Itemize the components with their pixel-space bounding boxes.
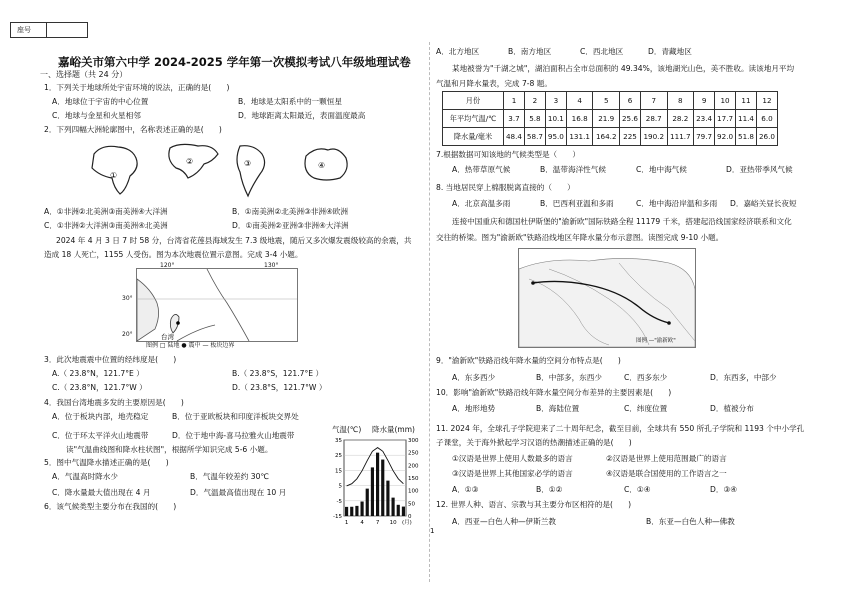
q8-option-d: D．嘉峪关昼长夜短 <box>730 199 797 208</box>
rain-bar <box>345 507 348 516</box>
q12-option-b: B．东亚—白色人种—佛教 <box>646 517 735 526</box>
month-tick-label: 10 <box>389 520 397 526</box>
exam-title: 嘉峪关市第六中学 2024-2025 学年第一次模拟考试八年级地理试卷 <box>58 55 411 69</box>
climate-data-table <box>442 91 778 146</box>
q6-option-a: A．北方地区 <box>436 47 480 56</box>
q8-option-b: B．巴西利亚温和多雨 <box>540 199 614 208</box>
q10-option-a: A．地形地势 <box>452 404 496 413</box>
q6-option-b: B．南方地区 <box>508 47 552 56</box>
rain-bar <box>386 481 389 516</box>
q5-option-c: C．降水量最大值出现在 4 月 <box>52 488 151 497</box>
table-cell: 6 <box>620 92 641 110</box>
q11-option-c: C．①④ <box>624 485 651 494</box>
table-cell: 58.7 <box>524 128 545 146</box>
temperature-curve <box>347 448 404 486</box>
month-tick-label: 1 <box>344 520 349 526</box>
rain-bar <box>381 460 384 516</box>
rain-bar <box>402 507 405 516</box>
table-cell: 4 <box>566 92 593 110</box>
question-12: 12. 世界人种、语言、宗教与其主要分布区相符的是( ) <box>436 500 632 509</box>
taiwan-earthquake-map <box>136 268 298 342</box>
table-cell: 28.7 <box>640 110 667 128</box>
table-cell: 164.2 <box>593 128 620 146</box>
table-cell: 6.0 <box>756 110 777 128</box>
table-cell: 48.4 <box>504 128 525 146</box>
continent-outline-4 <box>305 149 347 180</box>
rain-bar <box>371 467 374 516</box>
temp-tick-label: 35 <box>335 438 342 444</box>
table-cell: 17.7 <box>715 110 736 128</box>
q3-option-a: A.（ 23.8°N，121.7°E ） <box>52 369 144 378</box>
duisburg-dot <box>531 281 535 285</box>
table-cell: 51.8 <box>736 128 757 146</box>
rain-bar <box>376 453 379 516</box>
climate-chart <box>326 436 428 528</box>
q9-option-b: B．中部多，东西少 <box>536 373 602 382</box>
question-11-line-2: 子课堂，关于海外掀起学习汉语的热潮描述正确的是( ) <box>436 438 632 447</box>
landmass <box>519 258 695 347</box>
table-cell: 131.1 <box>566 128 593 146</box>
table-cell: 3 <box>545 92 566 110</box>
q1-option-a: A．地球位于宇宙的中心位置 <box>52 97 149 106</box>
temp-tick-label: 5 <box>338 483 342 490</box>
rain-tick-label: 100 <box>408 488 419 495</box>
outline-label-1: ① <box>110 171 118 180</box>
q5-option-a: A．气温高时降水少 <box>52 472 118 481</box>
q7-option-b: B．温带海洋性气候 <box>540 165 606 174</box>
seat-box-divider <box>46 22 47 38</box>
passage-quake-2: 造成 18 人死亡，1155 人受伤。图为本次地震位置示意图。完成 3-4 小题。 <box>44 250 303 259</box>
table-cell: 9 <box>694 92 715 110</box>
table-cell: 12 <box>756 92 777 110</box>
railway-map-legend: 图例 —"渝新欧" <box>636 338 676 344</box>
question-9: 9．"渝新欧"铁路沿线年降水量的空间分布特点是( ) <box>436 356 621 365</box>
question-8: 8. 当地居民穿上棉服脱离直接的（ ） <box>436 183 575 192</box>
rain-tick-label: 300 <box>408 438 419 444</box>
map-lon-label-2: 130° <box>264 262 279 269</box>
table-cell: 28.2 <box>667 110 694 128</box>
table-cell: 3.7 <box>504 110 525 128</box>
table-cell: 10.1 <box>545 110 566 128</box>
question-4: 4．我国台湾地震多发的主要原因是( ) <box>44 398 184 407</box>
q5-6-intro: 读"气温曲线图和降水柱状图"，根据所学知识完成 5-6 小题。 <box>66 445 273 454</box>
q8-option-a: A．北京高温多雨 <box>452 199 511 208</box>
q9-option-c: C．西多东少 <box>624 373 668 382</box>
table-cell: 10 <box>715 92 736 110</box>
table-cell: 7 <box>640 92 667 110</box>
q9-option-a: A．东多西少 <box>452 373 496 382</box>
month-tick-label: 4 <box>360 520 364 526</box>
q6-option-d: D．青藏地区 <box>648 47 692 56</box>
rain-tick-label: 200 <box>408 463 419 470</box>
q11-option-b: B．①② <box>536 485 563 494</box>
q7-option-c: C．地中海气候 <box>636 165 687 174</box>
question-6: 6．该气候类型主要分布在我国的( ) <box>44 502 177 511</box>
temp-tick-label: 25 <box>335 453 342 460</box>
plot-frame <box>344 440 406 516</box>
temp-tick-label: -5 <box>336 498 342 505</box>
climate-temp-axis-title: 气温(℃) <box>332 425 362 434</box>
q11-option-d: D．③④ <box>710 485 738 494</box>
table-cell: 8 <box>667 92 694 110</box>
continent-outline-2 <box>169 144 218 178</box>
passage-lake-2: 气温和月降水量表，完成 7-8 题。 <box>436 79 552 88</box>
table-cell: 11 <box>736 92 757 110</box>
table-cell: 92.0 <box>715 128 736 146</box>
island-label: 台湾 <box>161 333 174 341</box>
rain-tick-label: 250 <box>408 450 419 457</box>
q11-item-3: ③汉语是世界上其他国家必学的语言 <box>452 469 573 478</box>
q10-option-b: B．海陆位置 <box>536 404 580 413</box>
q9-option-d: D．东西多，中部少 <box>710 373 777 382</box>
q3-option-b: B.（ 23.8°S，121.7°E ） <box>232 369 324 378</box>
question-5: 5．图中气温降水描述正确的是( ) <box>44 458 169 467</box>
table-cell: 111.7 <box>667 128 694 146</box>
q1-option-d: D．地球距离太阳最近，表面温度最高 <box>238 111 366 120</box>
q7-option-d: D．亚热带季风气候 <box>726 165 793 174</box>
question-1: 1．下列关于地球所处宇宙环境的说法，正确的是( ) <box>44 83 230 92</box>
passage-railway-1: 连接中国重庆和德国杜伊斯堡的"渝新欧"国际铁路全程 11179 千米，搭建起沿线国家经济联系和文化 <box>452 217 792 226</box>
continent-outline-3 <box>237 146 265 196</box>
map-legend: 图例 □ 陆地 ● 震中 — 板块边界 <box>146 342 235 349</box>
q2-option-c: C．①非洲②大洋洲③南美洲④北美洲 <box>44 221 168 230</box>
q10-option-c: C．纬度位置 <box>624 404 668 413</box>
q3-option-d: D.（ 23.8°S，121.7°W ） <box>232 383 327 392</box>
rain-tick-label: 0 <box>408 514 412 520</box>
rain-tick-label: 150 <box>408 476 419 482</box>
q4-option-c: C．位于环太平洋火山地震带 <box>52 431 149 440</box>
table-cell: 25.6 <box>620 110 641 128</box>
continent-outlines-figure <box>80 138 370 200</box>
railway-map-drawing <box>519 249 695 347</box>
mainland-coast <box>137 279 159 341</box>
q1-option-b: B．地球是太阳系中的一颗恒星 <box>238 97 342 106</box>
question-3: 3．此次地震震中位置的经纬度是( ) <box>44 355 177 364</box>
table-row <box>443 128 778 146</box>
rain-bar <box>392 498 395 516</box>
seat-label: 座号 <box>17 26 31 34</box>
q11-item-4: ④汉语是联合国使用的工作语言之一 <box>606 469 727 478</box>
table-cell: 79.7 <box>694 128 715 146</box>
table-cell: 11.4 <box>736 110 757 128</box>
table-cell: 16.8 <box>566 110 593 128</box>
chongqing-dot <box>667 321 671 325</box>
table-row <box>443 110 778 128</box>
table-cell: 年平均气温/℃ <box>443 110 504 128</box>
rain-bar <box>366 489 369 516</box>
q7-option-a: A．热带草原气候 <box>452 165 511 174</box>
q2-option-d: D．①南美洲②亚洲③非洲④大洋洲 <box>232 221 349 230</box>
q5-option-d: D．气温最高值出现在 10 月 <box>190 488 287 497</box>
question-11-line-1: 11. 2024 年，全球孔子学院迎来了二十周年纪念，截至目前，全球共有 550 所孔子学院和 1193 个中小学孔 <box>436 424 805 433</box>
q5-option-b: B．气温年较差约 30℃ <box>190 472 269 481</box>
table-cell: 月份 <box>443 92 504 110</box>
table-cell: 降水量/毫米 <box>443 128 504 146</box>
q11-item-2: ②汉语是世界上使用范围最广的语言 <box>606 454 727 463</box>
q10-option-d: D．植被分布 <box>710 404 754 413</box>
outline-label-3: ③ <box>244 159 252 168</box>
q2-option-b: B．①南美洲②北美洲③非洲④欧洲 <box>232 207 348 216</box>
q11-option-a: A．①③ <box>452 485 479 494</box>
q12-option-a: A．西亚—白色人种—伊斯兰教 <box>452 517 556 526</box>
temp-tick-label: -15 <box>333 514 342 520</box>
map-lon-label-1: 120° <box>160 262 175 269</box>
q8-option-c: C．地中海沿岸温和多雨 <box>636 199 718 208</box>
section-heading: 一、选择题（共 24 分） <box>40 70 128 79</box>
railway-precipitation-map <box>518 248 696 348</box>
passage-lake-1: 某地被誉为"千湖之城"，湖泊面积占全市总面积的 49.34%，该地湖光山色，美不胜收。读该地月平均 <box>452 64 795 73</box>
q4-option-b: B．位于亚欧板块和印度洋板块交界处 <box>172 412 299 421</box>
passage-railway-2: 交往的桥梁。图为"渝新欧"铁路沿线地区年降水量分布示意图。读图完成 9-10 小题。 <box>436 233 724 242</box>
table-cell: 95.0 <box>545 128 566 146</box>
column-divider <box>429 42 430 582</box>
q1-option-c: C．地球与金星和火星相邻 <box>52 111 141 120</box>
table-cell: 190.2 <box>640 128 667 146</box>
q4-option-d: D．位于地中海-喜马拉雅火山地震带 <box>172 431 295 440</box>
outline-label-4: ④ <box>318 161 326 170</box>
question-10: 10．影响"渝新欧"铁路沿线年降水量空间分布差异的主要因素是( ) <box>436 388 672 397</box>
map-lat-label-2: 20° <box>122 331 133 338</box>
page-number: 1 <box>430 527 435 535</box>
table-cell: 26.0 <box>756 128 777 146</box>
table-header-row <box>443 92 778 110</box>
rain-bar <box>355 506 358 516</box>
q11-item-1: ①汉语是世界上使用人数最多的语言 <box>452 454 573 463</box>
q2-option-a: A．①非洲②北美洲③南美洲④大洋洲 <box>44 207 168 216</box>
table-cell: 5 <box>593 92 620 110</box>
table-cell: 225 <box>620 128 641 146</box>
q4-option-a: A．位于板块内部，地壳稳定 <box>52 412 149 421</box>
rain-tick-label: 50 <box>408 501 415 508</box>
question-7: 7.根据数据可知该地的气候类型是（ ） <box>436 150 580 159</box>
outline-label-2: ② <box>186 157 194 166</box>
question-2: 2．下列四幅大洲轮廓图中，名称表述正确的是( ) <box>44 125 222 134</box>
table-cell: 2 <box>524 92 545 110</box>
rain-bar <box>350 507 353 516</box>
passage-quake-1: 2024 年 4 月 3 日 7 时 58 分，台湾省花莲县海域发生 7.3 级地震，随后又多次爆发震级较高的余震，共 <box>56 236 412 245</box>
plate-boundary-2 <box>177 325 215 341</box>
temp-tick-label: 15 <box>335 468 342 475</box>
month-tick-label: 7 <box>375 520 380 526</box>
map-lat-label-1: 30° <box>122 295 133 302</box>
q3-option-c: C.（ 23.8°N，121.7°W ） <box>52 383 147 392</box>
taiwan-map-drawing <box>137 269 297 341</box>
plate-boundary <box>207 269 249 341</box>
table-cell: 23.4 <box>694 110 715 128</box>
rain-bar <box>361 502 364 516</box>
rain-bar <box>397 505 400 516</box>
climate-rain-axis-title: 降水量(mm) <box>372 425 415 434</box>
table-cell: 5.8 <box>524 110 545 128</box>
table-cell: 1 <box>504 92 525 110</box>
table-cell: 21.9 <box>593 110 620 128</box>
month-unit-label: (月) <box>402 520 412 526</box>
epicenter-dot <box>176 321 180 325</box>
q6-option-c: C．西北地区 <box>580 47 624 56</box>
